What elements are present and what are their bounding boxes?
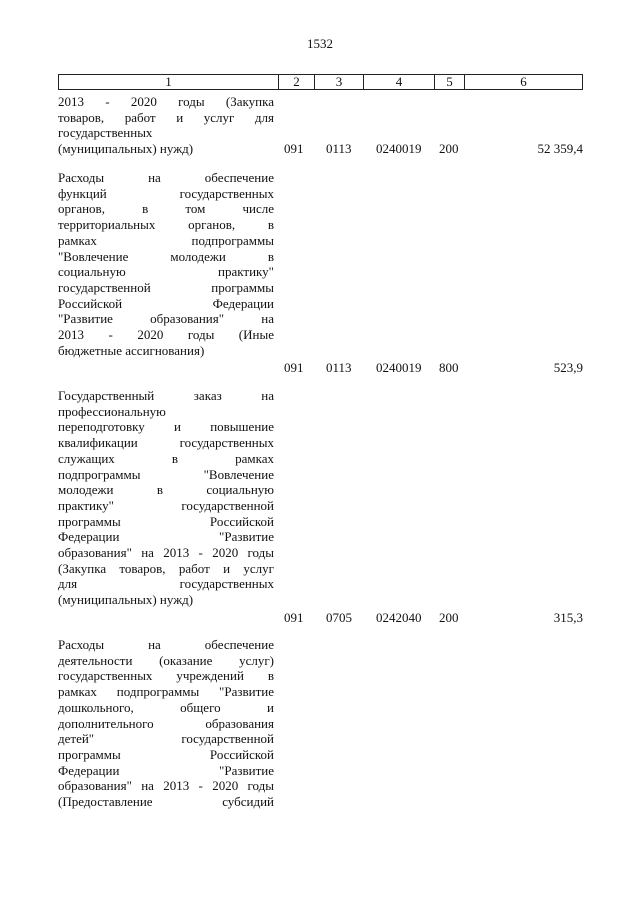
desc-line: практику" государственной bbox=[58, 497, 274, 513]
code-expense-type: 800 bbox=[439, 360, 459, 375]
table-row bbox=[58, 170, 583, 375]
desc-line: Расходы на обеспечение bbox=[58, 170, 274, 185]
row-description bbox=[58, 170, 274, 358]
desc-line: территориальных органов, в bbox=[58, 217, 274, 233]
desc-line: переподготовку и повышение bbox=[58, 419, 274, 435]
amount: 523,9 bbox=[553, 360, 583, 375]
row-description bbox=[58, 94, 274, 157]
desc-line: (муниципальных) нужд) bbox=[58, 141, 194, 157]
code-target-article: 0240019 bbox=[376, 141, 422, 156]
code-expense-type: 200 bbox=[439, 141, 459, 156]
desc-line: бюджетные ассигнования) bbox=[58, 342, 205, 358]
desc-line: 2013 - 2020 годы (Закупка bbox=[58, 94, 274, 109]
table-row bbox=[58, 94, 583, 160]
desc-line: товаров, работ и услуг для bbox=[58, 109, 274, 125]
desc-line: Федерации "Развитие bbox=[58, 529, 274, 545]
desc-line: Расходы на обеспечение bbox=[58, 637, 274, 652]
desc-line: Федерации "Развитие bbox=[58, 762, 274, 778]
header-col-6: 6 bbox=[464, 75, 582, 89]
code-razdel: 0705 bbox=[326, 610, 352, 625]
desc-line: (Предоставление субсидий bbox=[58, 794, 274, 810]
code-glava: 091 bbox=[284, 360, 304, 375]
header-col-2: 2 bbox=[278, 75, 314, 89]
code-glava: 091 bbox=[284, 141, 304, 156]
desc-line: функций государственных bbox=[58, 185, 274, 201]
desc-line: социальную практику" bbox=[58, 264, 274, 280]
header-col-1: 1 bbox=[165, 74, 172, 89]
table-row bbox=[58, 637, 583, 817]
row-description bbox=[58, 637, 274, 810]
desc-line: органов, в том числе bbox=[58, 201, 274, 217]
row-description bbox=[58, 388, 274, 608]
desc-line: рамках подпрограммы "Развитие bbox=[58, 684, 274, 700]
desc-line: Государственный заказ на bbox=[58, 388, 274, 403]
desc-line: программы Российской bbox=[58, 513, 274, 529]
table-header-row bbox=[58, 74, 583, 90]
amount: 52 359,4 bbox=[537, 141, 583, 156]
amount: 315,3 bbox=[553, 610, 583, 625]
desc-line: служащих в рамках bbox=[58, 450, 274, 466]
desc-line: государственной программы bbox=[58, 279, 274, 295]
page-number: 1532 bbox=[307, 36, 333, 51]
desc-line: профессиональную bbox=[58, 403, 166, 419]
desc-line: (Закупка товаров, работ и услуг bbox=[58, 560, 274, 576]
desc-line: образования" на 2013 - 2020 годы bbox=[58, 545, 274, 561]
desc-line: образования" на 2013 - 2020 годы bbox=[58, 778, 274, 794]
desc-line: молодежи в социальную bbox=[58, 482, 274, 498]
header-col-3: 3 bbox=[314, 75, 363, 89]
desc-line: "Вовлечение молодежи в bbox=[58, 248, 274, 264]
desc-line: государственных bbox=[58, 125, 153, 141]
desc-line: деятельности (оказание услуг) bbox=[58, 652, 274, 668]
desc-line: квалификации государственных bbox=[58, 435, 274, 451]
header-col-5: 5 bbox=[434, 75, 464, 89]
desc-line: государственных учреждений в bbox=[58, 668, 274, 684]
code-target-article: 0242040 bbox=[376, 610, 422, 625]
desc-line: дошкольного, общего и bbox=[58, 699, 274, 715]
desc-line: детей" государственной bbox=[58, 731, 274, 747]
desc-line: "Развитие образования" на bbox=[58, 311, 274, 327]
desc-line: 2013 - 2020 годы (Иные bbox=[58, 327, 274, 343]
desc-line: рамках подпрограммы bbox=[58, 232, 274, 248]
code-expense-type: 200 bbox=[439, 610, 459, 625]
desc-line: (муниципальных) нужд) bbox=[58, 592, 194, 608]
code-razdel: 0113 bbox=[326, 360, 352, 375]
table-row bbox=[58, 388, 583, 628]
code-glava: 091 bbox=[284, 610, 304, 625]
desc-line: дополнительного образования bbox=[58, 715, 274, 731]
desc-line: подпрограммы "Вовлечение bbox=[58, 466, 274, 482]
desc-line: для государственных bbox=[58, 576, 274, 592]
code-razdel: 0113 bbox=[326, 141, 352, 156]
code-target-article: 0240019 bbox=[376, 360, 422, 375]
desc-line: Российской Федерации bbox=[58, 295, 274, 311]
desc-line: программы Российской bbox=[58, 746, 274, 762]
header-col-4: 4 bbox=[363, 75, 434, 89]
